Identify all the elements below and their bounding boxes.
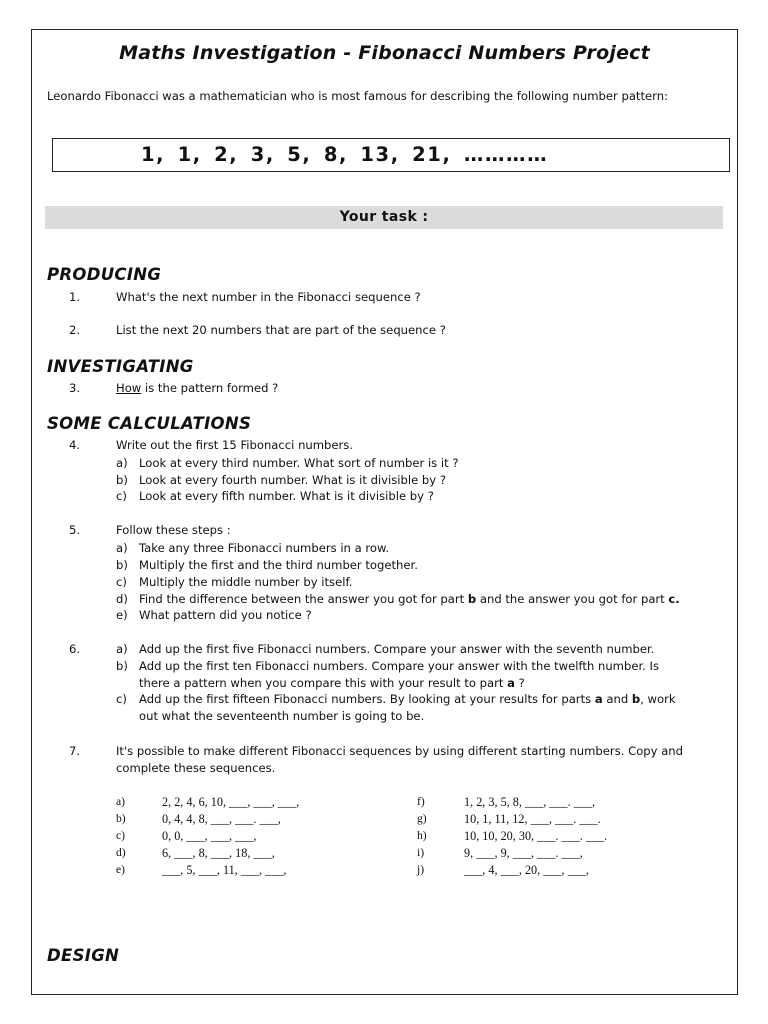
question-number: 3. [69,381,81,395]
bold-part-ref: b [467,592,477,606]
sequence-label: i) [417,846,425,859]
question-text [116,381,278,395]
bold-part-ref: a [507,676,515,690]
task-label: Your task : [339,209,429,225]
part-label: e) [116,608,128,622]
part-text: Add up the first five Fibonacci numbers. Compare your answer with the seventh number. [139,642,655,656]
question-text: Follow these steps : [116,523,231,537]
part-label: c) [116,692,127,706]
part-text-segment: and the answer you got for part [476,592,669,606]
sequence-box [52,138,730,172]
page-border [31,29,738,995]
part-text-segment: Add up the first fifteen Fibonacci numbers. By looking at your results for parts [139,692,595,706]
question-text: What's the next number in the Fibonacci sequence ? [116,290,421,304]
sequence-value: 0, 4, 4, 8, ___, ___. ___, [162,812,281,826]
part-text: out what the seventeenth number is going to be. [139,709,425,723]
sequence-label: b) [116,812,126,825]
sequence-value: 9, ___, 9, ___, ___. ___, [464,846,583,860]
part-text: Multiply the middle number by itself. [139,575,353,589]
part-label: b) [116,659,128,673]
question-number: 7. [69,744,81,758]
part-text: Multiply the first and the third number together. [139,558,418,572]
sequence-label: e) [116,863,126,876]
sequence-label: d) [116,846,126,859]
sequence-value: ___, 5, ___, 11, ___, ___, [162,863,287,877]
heading-design: DESIGN [47,946,120,965]
question-number: 4. [69,438,81,452]
sequence-value: 10, 10, 20, 30, ___. ___. ___. [464,829,608,843]
sequence-value: 6, ___, 8, ___, 18, ___, [162,846,275,860]
sequence-value: 0, 0, ___, ___, ___, [162,829,257,843]
page-title: Maths Investigation - Fibonacci Numbers Project [119,42,650,64]
part-text [139,676,525,690]
fibonacci-sequence: 1, 1, 2, 3, 5, 8, 13, 21, ………… [141,143,549,166]
question-number: 5. [69,523,81,537]
sequence-label: f) [417,795,425,808]
question-number: 6. [69,642,81,656]
heading-calculations: SOME CALCULATIONS [47,414,252,433]
task-banner [45,206,723,229]
part-text [139,592,680,606]
sequence-value: 1, 2, 3, 5, 8, ___, ___. ___, [464,795,596,809]
sequence-label: h) [417,829,427,842]
bold-part-ref: b [631,692,641,706]
question-text: It's possible to make different Fibonacci sequences by using different starting numbers. Copy and [116,744,684,758]
bold-part-ref: a [594,692,603,706]
sequence-value: ___, 4, ___, 20, ___, ___, [464,863,589,877]
part-label: a) [116,456,128,470]
part-label: b) [116,558,128,572]
part-text-segment: and [602,692,632,706]
part-text: Look at every third number. What sort of number is it ? [139,456,459,470]
sequence-value: 10, 1, 11, 12, ___, ___. ___. [464,812,601,826]
sequence-label: g) [417,812,427,825]
part-label: b) [116,473,128,487]
question-number: 1. [69,290,81,304]
heading-investigating: INVESTIGATING [47,357,194,376]
part-text-segment: , work [640,692,676,706]
part-text: What pattern did you notice ? [139,608,312,622]
sequence-label: j) [417,863,425,876]
part-text: Look at every fourth number. What is it divisible by ? [139,473,446,487]
sequence-label: a) [116,795,126,808]
question-text: Write out the first 15 Fibonacci numbers. [116,438,354,452]
part-text: Look at every fifth number. What is it divisible by ? [139,489,434,503]
part-label: c) [116,489,127,503]
part-text: Add up the first ten Fibonacci numbers. Compare your answer with the twelfth number. Is [139,659,659,673]
part-text-segment: Find the difference between the answer you got for part [139,592,468,606]
underlined-word: How [116,381,142,395]
bold-part-ref: c. [668,592,680,606]
question-number: 2. [69,323,81,337]
question-text: List the next 20 numbers that are part of the sequence ? [116,323,446,337]
sequence-value: 2, 2, 4, 6, 10, ___, ___, ___, [162,795,300,809]
part-label: a) [116,541,128,555]
question-text-rest: is the pattern formed ? [141,381,279,395]
part-text-segment: ? [514,676,525,690]
heading-producing: PRODUCING [47,265,162,284]
part-text [139,692,676,706]
part-label: d) [116,592,128,606]
sequence-label: c) [116,829,126,842]
part-text: Take any three Fibonacci numbers in a row. [139,541,390,555]
question-text: complete these sequences. [116,761,276,775]
part-text-segment: there a pattern when you compare this with your result to part [139,676,508,690]
intro-text: Leonardo Fibonacci was a mathematician who is most famous for describing the following number pattern: [47,89,668,103]
part-label: a) [116,642,128,656]
part-label: c) [116,575,127,589]
